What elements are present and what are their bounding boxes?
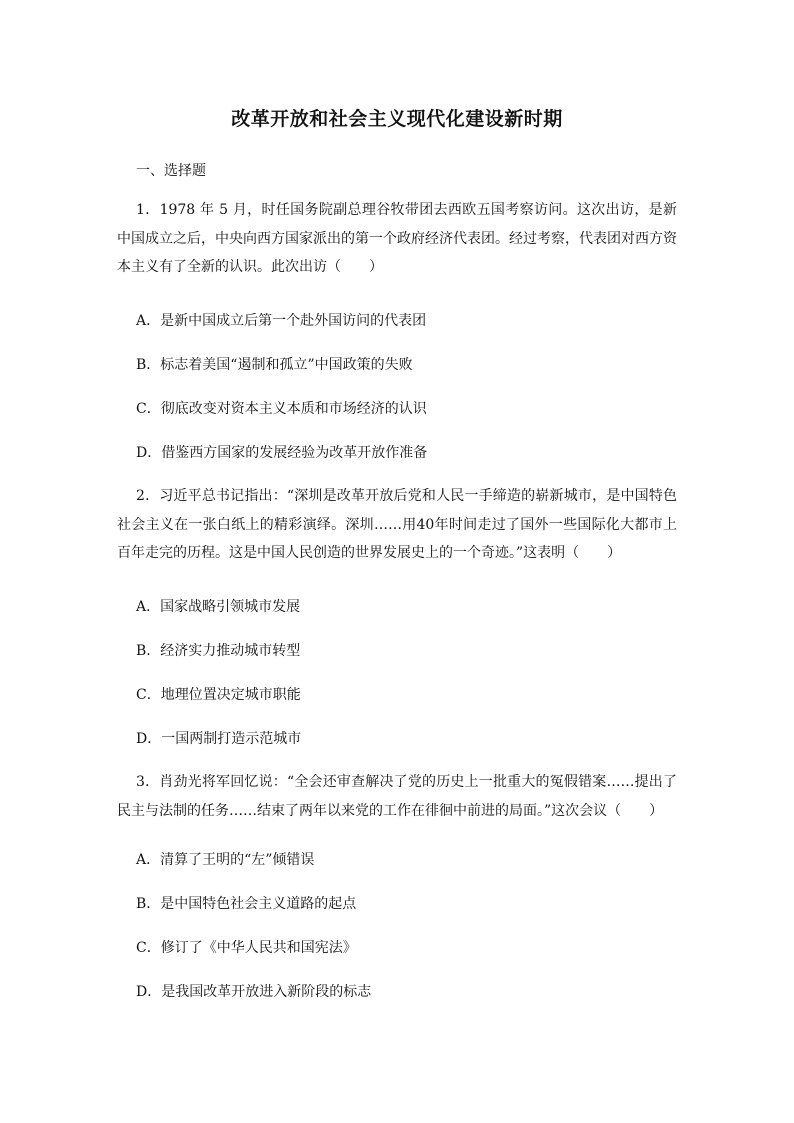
question-1-option-a: A．是新中国成立后第一个赴外国访问的代表团 bbox=[136, 313, 427, 329]
question-1-option-c: C．彻底改变对资本主义本质和市场经济的认识 bbox=[136, 401, 427, 417]
question-3-option-d: D．是我国改革开放进入新阶段的标志 bbox=[136, 984, 372, 1000]
question-2-option-a: A．国家战略引领城市发展 bbox=[136, 599, 301, 615]
question-3-option-b: B．是中国特色社会主义道路的起点 bbox=[136, 896, 357, 912]
question-1-option-d: D．借鉴西方国家的发展经验为改革开放作准备 bbox=[136, 445, 428, 461]
question-2-text: 2．习近平总书记指出：“深圳是改革开放后党和人民一手缔造的崭新城市，是中国特色社会主义在一张白纸上的精彩演绎。深圳……用40年时间走过了国外一些国际化大都市上百年走完的历程。这是中国人民创造的世界发展史上的一个奇迹。”这表明（ ） bbox=[117, 488, 677, 561]
question-2-option-d: D．一国两制打造示范城市 bbox=[136, 731, 302, 747]
question-2-option-c: C．地理位置决定城市职能 bbox=[136, 687, 301, 703]
question-2-option-b: B．经济实力推动城市转型 bbox=[136, 643, 301, 659]
question-3-text: 3．肖劲光将军回忆说：“全会还审查解决了党的历史上一批重大的冤假错案……提出了民主与法制的任务……结束了两年以来党的工作在徘徊中前进的局面。”这次会议（ ） bbox=[117, 774, 677, 819]
section-heading: 一、选择题 bbox=[136, 163, 206, 179]
question-1-text: 1．1978 年 5 月，时任国务院副总理谷牧带团去西欧五国考察访问。这次出访，是新中国成立之后，中央向西方国家派出的第一个政府经济代表团。经过考察，代表团对西方资本主义有了全新的认识。此次出访（ ） bbox=[117, 202, 677, 275]
question-3-option-a: A．清算了王明的“左”倾错误 bbox=[136, 852, 315, 868]
document-title: 改革开放和社会主义现代化建设新时期 bbox=[231, 108, 563, 130]
question-1-option-b: B．标志着美国“遏制和孤立”中国政策的失败 bbox=[136, 357, 413, 373]
question-3-option-c: C．修订了《中华人民共和国宪法》 bbox=[136, 940, 357, 956]
